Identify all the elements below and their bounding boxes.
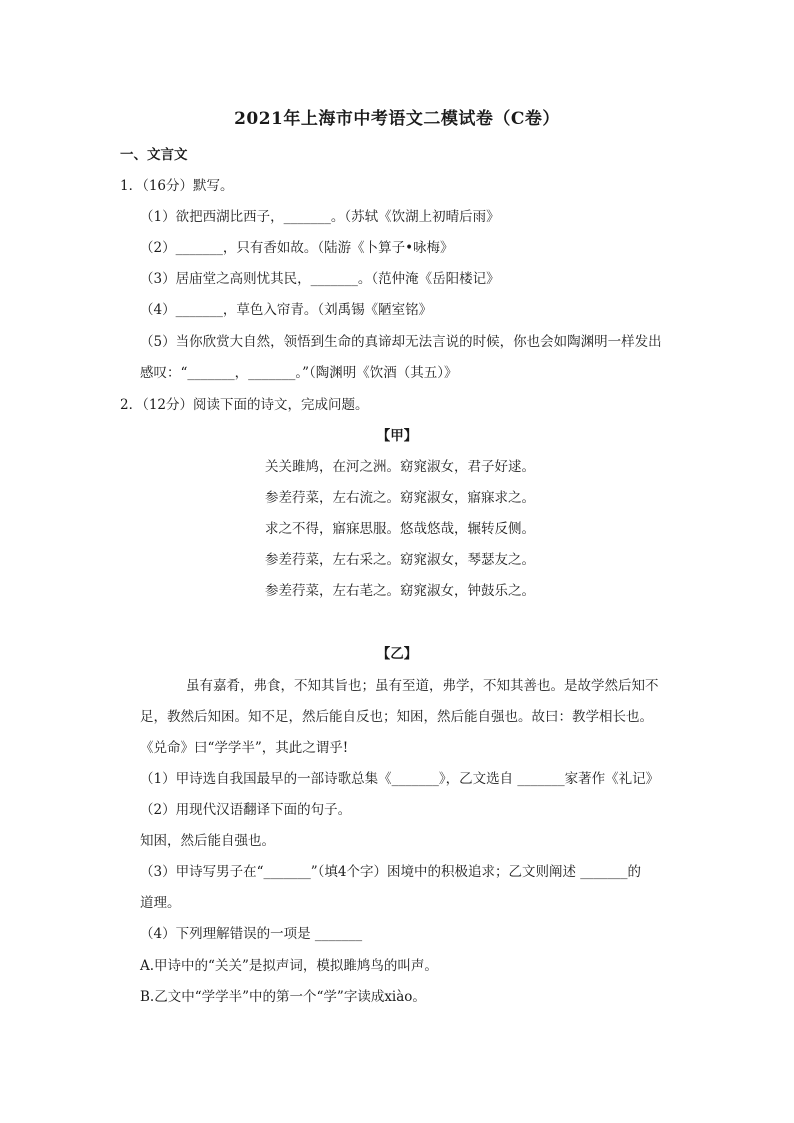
poem-line: 参差荇菜，左右采之。窈窕淑女，琴瑟友之。: [265, 552, 535, 568]
poem-line: 关关雎鸠，在河之洲。窈窕淑女，君子好逑。: [265, 459, 535, 475]
option-b: B.乙文中“学学半”中的第一个“学”字读成xiào。: [140, 989, 426, 1005]
question-1-item-3: （3）居庙堂之高则忧其民，_______。（范仲淹《岳阳楼记》: [140, 271, 500, 287]
question-2-sub-2-sentence: 知困，然后能自强也。: [140, 833, 275, 849]
question-1-item-1: （1）欲把西湖比西子，_______。（苏轼《饮湖上初晴后雨》: [140, 209, 500, 225]
poem-line: 参差荇菜，左右流之。窈窕淑女，寤寐求之。: [265, 490, 535, 506]
section-heading-classical-chinese: 一、文言文: [120, 147, 188, 163]
prose-line: 足，教然后知困。知不足，然后能自反也；知困，然后能自强也。故曰：教学相长也。: [140, 709, 653, 725]
question-2-sub-3: （3）甲诗写男子在“_______”（填4个字）困境中的积极追求；乙文则阐述 _______的: [140, 864, 642, 880]
poem-line: 求之不得，寤寐思服。悠哉悠哉，辗转反侧。: [265, 521, 535, 537]
question-1-item-5-cont: 感叹：“_______，_______。”（陶渊明《饮酒（其五）》: [140, 365, 458, 381]
section-yi-heading: 【乙】: [376, 646, 418, 662]
question-2-sub-2: （2）用现代汉语翻译下面的句子。: [140, 802, 352, 818]
poem-line: 参差荇菜，左右芼之。窈窕淑女，钟鼓乐之。: [265, 583, 535, 599]
question-2-sub-3-cont: 道理。: [140, 895, 181, 911]
question-1-stem: 1．（16分）默写。: [120, 178, 234, 194]
question-2-stem: 2．（12分）阅读下面的诗文，完成问题。: [120, 397, 369, 413]
option-a: A.甲诗中的“关关”是拟声词，模拟雎鸠鸟的叫声。: [140, 958, 438, 974]
question-2-sub-1: （1）甲诗选自我国最早的一部诗歌总集《_______》，乙文选自 _______家著作《礼记》: [140, 771, 660, 787]
page-title: 2021年上海市中考语文二模试卷（C卷）: [234, 109, 560, 129]
prose-line: 虽有嘉肴，弗食，不知其旨也；虽有至道，弗学，不知其善也。是故学然后知不: [186, 678, 659, 694]
question-1-item-5: （5）当你欣赏大自然，领悟到生命的真谛却无法言说的时候，你也会如陶渊明一样发出: [140, 334, 662, 350]
prose-line: 《兑命》曰“学学半”，其此之谓乎!: [140, 740, 349, 756]
question-1-item-4: （4）_______，草色入帘青。（刘禹锡《陋室铭》: [140, 302, 433, 318]
question-1-item-2: （2）_______，只有香如故。（陆游《卜算子•咏梅》: [140, 240, 454, 256]
section-jia-heading: 【甲】: [376, 428, 418, 444]
question-2-sub-4: （4）下列理解错误的一项是 _______: [140, 926, 363, 942]
